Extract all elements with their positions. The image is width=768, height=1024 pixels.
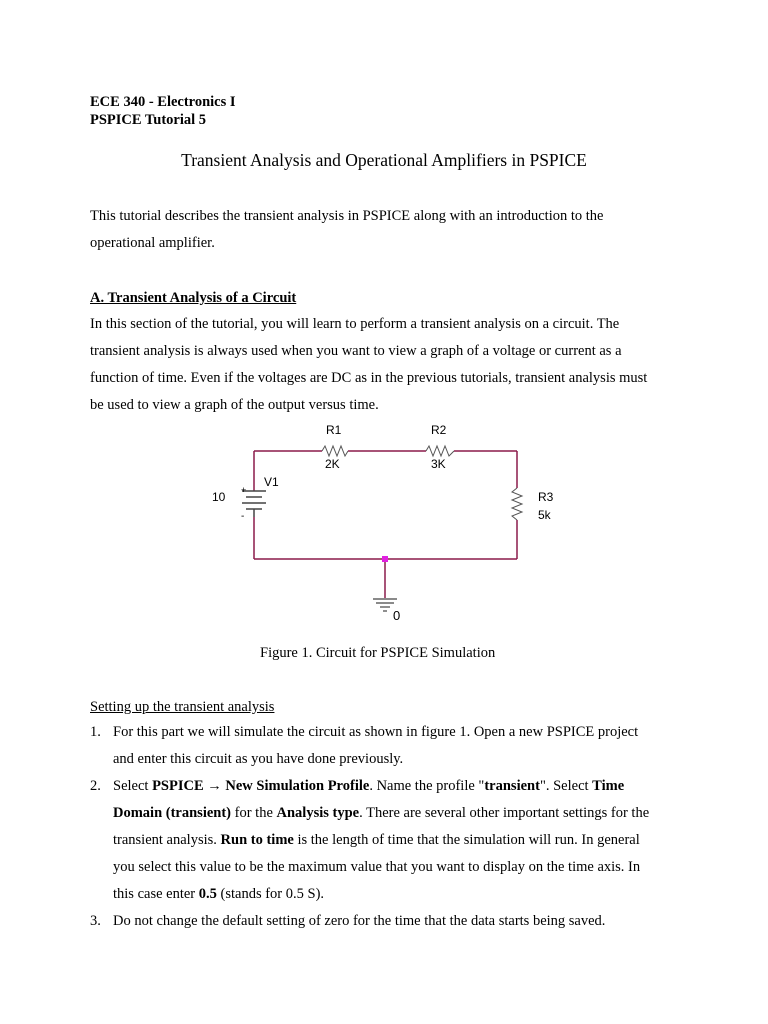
arrow-right-icon: →: [207, 778, 222, 794]
section-a-line-1: In this section of the tutorial, you will learn to perform a transient analysis on a circuit. The: [90, 316, 620, 332]
item2-line-4: you select this value to be the maximum value that you want to display on the time axis. In: [113, 859, 641, 875]
r3-label: R3: [538, 490, 554, 504]
intro-line-2: operational amplifier.: [90, 235, 215, 251]
tutorial-number: PSPICE Tutorial 5: [90, 112, 207, 128]
page-title: Transient Analysis and Operational Amplifiers in PSPICE: [181, 150, 587, 170]
v1-label: V1: [264, 475, 279, 489]
figure-caption: Figure 1. Circuit for PSPICE Simulation: [260, 645, 496, 661]
list-text-3: [113, 908, 693, 935]
v1-value: 10: [212, 490, 226, 504]
ground-label: 0: [393, 608, 401, 623]
setup-heading: Setting up the transient analysis: [90, 699, 275, 715]
r1-value: 2K: [325, 457, 340, 471]
item2-line-2: Domain (transient) for the Analysis type. There are several other important settings for the: [113, 805, 650, 821]
resistor-r1-symbol: [322, 446, 348, 456]
resistor-r3-symbol: [512, 488, 522, 520]
r2-value: 3K: [431, 457, 446, 471]
v1-minus-sign: -: [241, 511, 245, 522]
list-text-2: [113, 773, 693, 908]
item2-line-1: Select PSPICE → New Simulation Profile. Name the profile "transient". Select Time: [113, 778, 625, 794]
r1-label: R1: [326, 423, 342, 437]
item1-line-2: and enter this circuit as you have done previously.: [113, 751, 404, 767]
v1-plus-sign: +: [241, 485, 247, 495]
list-number-2: 2.: [90, 778, 101, 794]
list-number-3: 3.: [90, 913, 101, 929]
circuit-wires: [254, 451, 517, 598]
section-a-line-3: function of time. Even if the voltages are DC as in the previous tutorials, transient analysis must: [90, 370, 648, 386]
section-a-line-4: be used to view a graph of the output versus time.: [90, 397, 379, 413]
r3-value: 5k: [538, 508, 551, 522]
item1-line-1: For this part we will simulate the circuit as shown in figure 1. Open a new PSPICE project: [113, 724, 639, 740]
r2-label: R2: [431, 423, 447, 437]
intro-line-1: This tutorial describes the transient analysis in PSPICE along with an introduction to the: [90, 208, 604, 224]
setup-list: [0, 719, 768, 939]
list-number-1: 1.: [90, 724, 101, 740]
section-a-line-2: transient analysis is always used when you want to view a graph of a voltage or current as a: [90, 343, 622, 359]
section-a-heading: A. Transient Analysis of a Circuit: [90, 290, 297, 306]
item2-line-5: this case enter 0.5 (stands for 0.5 S).: [113, 886, 325, 902]
item2-line-3: transient analysis. Run to time is the length of time that the simulation will run. In general: [113, 832, 640, 848]
resistor-r2-symbol: [426, 446, 454, 456]
item3-line-1: Do not change the default setting of zero for the time that the data starts being saved.: [113, 913, 606, 929]
course-title: ECE 340 - Electronics I: [90, 94, 236, 110]
node-dot: [382, 556, 388, 562]
list-text-1: [113, 719, 693, 773]
